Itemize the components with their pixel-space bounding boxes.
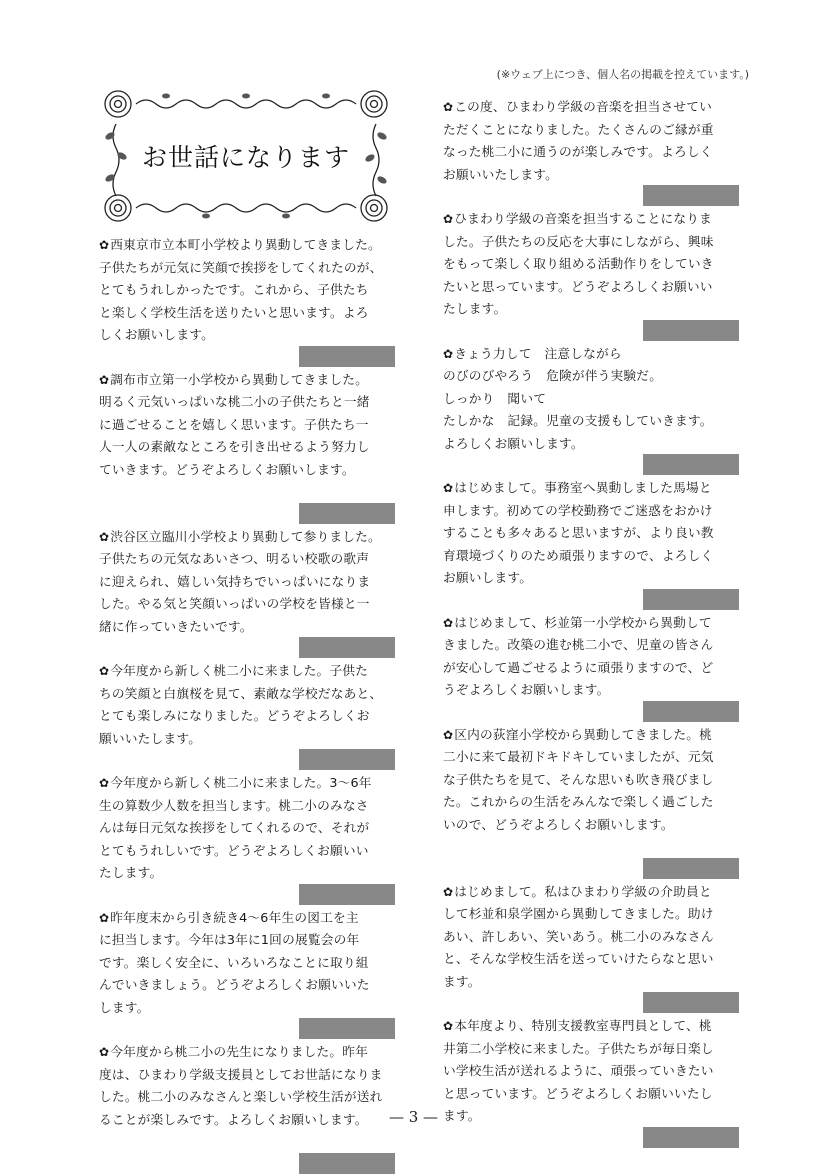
greeting-message <box>99 772 397 907</box>
greeting-message <box>99 526 397 661</box>
flower-icon: ✿ <box>443 727 454 742</box>
message-text: に迎えられ、嬉しい気持ちでいっぱいになりま <box>99 573 371 589</box>
message-text: 区内の荻窪小学校から異動してきました。桃 <box>454 726 713 742</box>
redacted-name <box>643 454 739 475</box>
message-line <box>443 96 741 119</box>
message-line <box>443 343 741 366</box>
message-line <box>443 1083 741 1106</box>
message-line <box>99 1041 397 1064</box>
flower-icon: ✿ <box>443 212 454 226</box>
greeting-message <box>443 881 741 1016</box>
message-text: うぞよろしくお願いします。 <box>443 682 610 697</box>
message-line <box>443 836 741 859</box>
message-line <box>443 1060 741 1083</box>
message-line <box>99 817 397 840</box>
redacted-name <box>299 637 395 658</box>
greeting-message <box>443 343 741 478</box>
message-text: 緒に作っていきたいです。 <box>99 618 253 634</box>
message-line <box>443 567 741 590</box>
message-text: 二小に来て最初ドキドキしていましたが、元気 <box>443 749 714 764</box>
message-line <box>99 548 397 571</box>
message-text: のびのびやろう 危険が伴う実験だ。 <box>443 368 663 383</box>
message-text: い学校生活が送れるように、頑張っていきたい <box>443 1063 714 1078</box>
message-text: 申します。初めての学校勤務でご迷惑をおかけ <box>443 502 713 518</box>
message-text: 人一人の素敵なところを引き出せるよう努力し <box>99 439 370 454</box>
message-text: ていきます。どうぞよろしくお願いします。 <box>99 461 355 477</box>
message-line <box>99 414 397 437</box>
message-text: んは毎日元気な挨拶をしてくれるので、それが <box>99 820 370 835</box>
message-text: と、そんな学校生活を送っていけたらなと思い <box>443 951 714 966</box>
message-text: なった桃二小に通うのが楽しみです。よろしく <box>443 144 713 159</box>
redacted-name <box>299 1153 395 1174</box>
flower-icon: ✿ <box>443 481 454 495</box>
message-line <box>443 164 741 187</box>
message-line <box>443 679 741 702</box>
title-frame <box>96 86 396 226</box>
message-text: た。これからの生活をみんなで楽しく過ごした <box>443 794 714 809</box>
message-text: とてもうれしかったです。これから、子供たち <box>99 282 369 297</box>
message-line <box>99 302 397 325</box>
greeting-message <box>443 612 741 724</box>
redacted-name <box>299 503 395 524</box>
message-text: ます。 <box>443 1108 481 1123</box>
message-text: 昨年度末から引き続き4〜6年生の図工を主 <box>110 909 359 925</box>
message-text: に過ごせることを嬉しく思います。子供たち一 <box>99 416 369 432</box>
message-line <box>443 253 741 276</box>
greeting-message <box>443 96 741 208</box>
message-text: 度は、ひまわり学級支援員としてお世話になりま <box>99 1066 383 1082</box>
message-text: 子供たちの元気なあいさつ、明るい校歌の歌声 <box>99 551 370 566</box>
message-line <box>99 391 397 414</box>
message-line <box>99 324 397 347</box>
flower-icon: ✿ <box>443 884 454 899</box>
message-line <box>99 369 397 392</box>
message-text: と楽しく学校生活を送りたいと思います。よろ <box>99 304 369 320</box>
message-line <box>443 971 741 994</box>
message-text: と思っています。どうぞよろしくお願いいたし <box>443 1085 713 1101</box>
flower-icon: ✿ <box>443 615 454 630</box>
redacted-name <box>299 1018 395 1039</box>
message-text: 生の算数少人数を担当します。桃二小のみなさ <box>99 797 369 813</box>
message-line <box>443 814 741 837</box>
message-line <box>443 276 741 299</box>
flower-icon: ✿ <box>99 529 110 544</box>
message-text: とても楽しみになりました。どうぞよろしくお <box>99 708 370 723</box>
message-line <box>99 728 397 751</box>
greeting-message <box>443 477 741 612</box>
message-text: が安心して過ごせるように頑張りますので、ど <box>443 659 714 675</box>
message-text: ただくことになりました。たくさんのご縁が重 <box>443 121 714 137</box>
message-line <box>443 948 741 971</box>
redacted-name <box>643 1127 739 1148</box>
message-text: いので、どうぞよろしくお願いします。 <box>443 816 674 832</box>
message-line <box>443 119 741 142</box>
message-text: ちの笑顔と白旗桜を見て、素敵な学校だなあと、 <box>99 685 383 701</box>
message-line <box>443 298 741 321</box>
message-line <box>443 477 741 500</box>
message-text: して杉並和泉学園から異動してきました。助け <box>443 906 714 921</box>
message-line <box>443 612 741 635</box>
message-line <box>443 141 741 164</box>
message-text: です。楽しく安全に、いろいろなことに取り組 <box>99 954 369 970</box>
message-line <box>99 593 397 616</box>
message-line <box>99 974 397 997</box>
message-line <box>99 660 397 683</box>
message-line <box>443 746 741 769</box>
message-text: お願いします。 <box>443 570 533 585</box>
message-line <box>99 840 397 863</box>
message-line <box>99 1064 397 1087</box>
message-line <box>99 571 397 594</box>
message-text: した。やる気と笑顔いっぱいの学校を皆様と一 <box>99 596 370 611</box>
message-text: たします。 <box>443 301 507 316</box>
message-line <box>99 257 397 280</box>
message-line <box>443 724 741 747</box>
greeting-message <box>443 1015 741 1150</box>
message-text: 調布市立第一小学校から異動してきました。 <box>110 371 369 387</box>
redacted-name <box>299 749 395 770</box>
message-text: 渋谷区立臨川小学校より異動して参りました。 <box>110 528 381 544</box>
message-text: 育環境づくりのため頑張りますので、よろしく <box>443 547 714 563</box>
redacted-name <box>643 992 739 1013</box>
message-text: 今年度から桃二小の先生になりました。昨年 <box>110 1044 369 1059</box>
greeting-message <box>99 369 397 526</box>
message-text: はじめまして。私はひまわり学級の介助員と <box>454 883 712 899</box>
message-line <box>99 436 397 459</box>
redacted-name <box>643 320 739 341</box>
greeting-message <box>443 208 741 343</box>
redacted-name <box>299 346 395 367</box>
message-line <box>99 795 397 818</box>
message-text: 井第二小学校に来ました。子供たちが毎日楽し <box>443 1040 714 1056</box>
message-line <box>443 926 741 949</box>
left-column <box>99 234 397 1176</box>
flower-icon: ✿ <box>443 100 454 114</box>
flower-icon: ✿ <box>99 372 110 387</box>
message-text: な子供たちを見て、そんな思いも吹き飛びまし <box>443 771 714 787</box>
message-line <box>443 1015 741 1038</box>
flower-icon: ✿ <box>99 910 110 925</box>
message-line <box>443 1038 741 1061</box>
redacted-name <box>299 884 395 905</box>
message-text: たしかな 記録。児童の支援もしていきます。 <box>443 413 713 428</box>
message-line <box>99 907 397 930</box>
greeting-message <box>99 907 397 1042</box>
page-title: お世話になります <box>141 143 350 172</box>
message-text: をもって楽しく取り組める活動作りをしていき <box>443 256 714 271</box>
message-text: きました。改築の進む桃二小で、児童の皆さん <box>443 637 714 652</box>
message-line <box>443 634 741 657</box>
message-text: 今年度から新しく桃二小に来ました。3〜6年 <box>110 775 372 790</box>
message-text: はじめまして。事務室へ異動しました馬場と <box>454 480 712 495</box>
message-line <box>99 997 397 1020</box>
redacted-name <box>643 701 739 722</box>
flower-icon: ✿ <box>99 1045 110 1059</box>
message-text: んでいきましょう。どうぞよろしくお願いいた <box>99 977 370 992</box>
message-text: あい、許しあい、笑いあう。桃二小のみなさん <box>443 928 714 944</box>
message-line <box>99 952 397 975</box>
message-text: ます。 <box>443 973 481 989</box>
message-text: きょう力して 注意しながら <box>454 345 622 361</box>
flower-icon: ✿ <box>99 664 110 678</box>
message-text: した。桃二小のみなさんと楽しい学校生活が送れ <box>99 1089 383 1104</box>
message-line <box>443 500 741 523</box>
message-line <box>443 208 741 231</box>
message-text: たいと思っています。どうぞよろしくお願いい <box>443 278 713 294</box>
redacted-name <box>643 858 739 879</box>
redacted-name <box>643 589 739 610</box>
message-text: たします。 <box>99 865 163 880</box>
message-line <box>443 231 741 254</box>
message-text: とてもうれしいです。どうぞよろしくお願いい <box>99 842 369 858</box>
message-line <box>99 616 397 639</box>
message-line <box>443 522 741 545</box>
message-line <box>99 1131 397 1154</box>
message-line <box>99 459 397 482</box>
message-text: します。 <box>99 999 150 1015</box>
message-text: お願いいたします。 <box>443 166 558 182</box>
message-line <box>99 526 397 549</box>
message-line <box>443 365 741 388</box>
message-line <box>99 279 397 302</box>
greeting-message <box>443 724 741 881</box>
message-text: しっかり 聞いて <box>443 390 547 406</box>
message-text: この度、ひまわり学級の音楽を担当させてい <box>454 99 713 114</box>
message-line <box>99 772 397 795</box>
greeting-message <box>99 660 397 772</box>
flower-icon: ✿ <box>443 1019 454 1033</box>
message-line <box>99 683 397 706</box>
message-line <box>443 657 741 680</box>
message-line <box>443 881 741 904</box>
message-line <box>443 410 741 433</box>
message-line <box>443 545 741 568</box>
message-line <box>443 769 741 792</box>
message-text: することも多々あると思いますが、より良い教 <box>443 525 714 540</box>
greeting-message <box>99 234 397 369</box>
message-line <box>99 481 397 504</box>
message-text: 子供たちが元気に笑顔で挨拶をしてくれたのが、 <box>99 259 383 275</box>
redacted-name <box>643 185 739 206</box>
message-text: はじめまして、杉並第一小学校から異動して <box>454 614 712 630</box>
message-line <box>99 862 397 885</box>
message-text: に担当します。今年は3年に1回の展覧会の年 <box>99 932 360 947</box>
flower-icon: ✿ <box>443 346 454 361</box>
message-text: 西東京市立本町小学校より異動してきました。 <box>110 237 381 252</box>
message-text: しくお願いします。 <box>99 327 214 342</box>
message-text: 明るく元気いっぱいな桃二小の子供たちと一緒 <box>99 394 370 409</box>
message-text: よろしくお願いします。 <box>443 435 584 451</box>
message-line <box>443 388 741 411</box>
page-number: — 3 — <box>388 1108 439 1126</box>
message-line <box>99 705 397 728</box>
message-line <box>443 433 741 456</box>
flower-icon: ✿ <box>99 776 110 790</box>
message-line <box>99 929 397 952</box>
message-text: 願いいたします。 <box>99 730 202 746</box>
privacy-note: (※ウェブ上につき、個人名の掲載を控えています。) <box>496 68 749 81</box>
message-line <box>99 234 397 257</box>
message-line <box>443 903 741 926</box>
right-column <box>443 96 741 1150</box>
message-text: ひまわり学級の音楽を担当することになりま <box>454 211 713 226</box>
message-text: 本年度より、特別支援教室専門員として、桃 <box>454 1018 712 1033</box>
message-line <box>99 1086 397 1109</box>
message-text: した。子供たちの反応を大事にしながら、興味 <box>443 233 714 249</box>
flower-icon: ✿ <box>99 238 110 252</box>
message-text: ることが楽しみです。よろしくお願いします。 <box>99 1111 368 1127</box>
message-line <box>443 791 741 814</box>
message-text: 今年度から新しく桃二小に来ました。子供た <box>110 663 369 678</box>
